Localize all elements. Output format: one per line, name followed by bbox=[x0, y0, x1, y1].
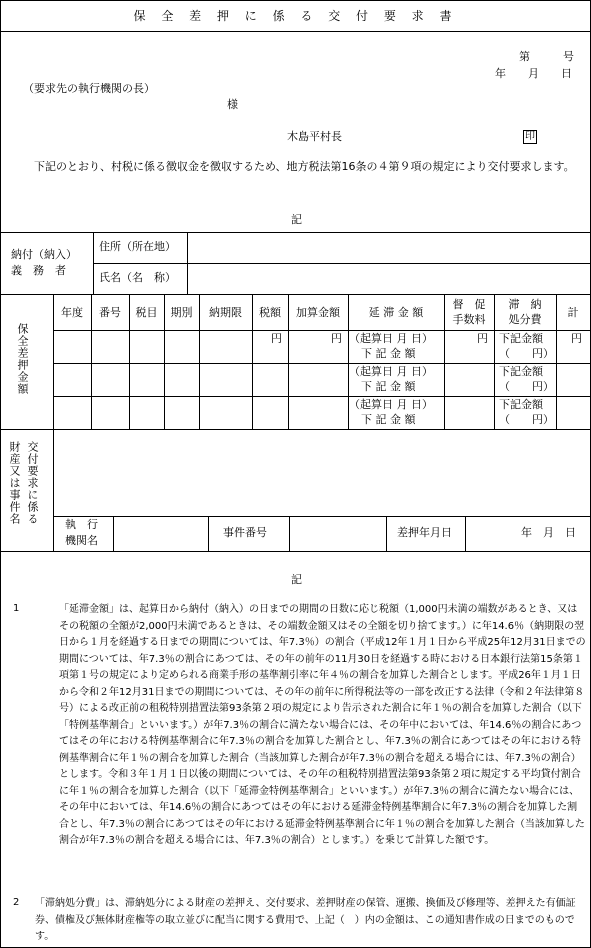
divider bbox=[53, 516, 54, 551]
delinquency-start: （起算日 月 日） bbox=[349, 365, 433, 378]
case-number-label: 事件番号 bbox=[223, 526, 267, 539]
col-header-disposition-fee-2: 処分費 bbox=[508, 313, 542, 326]
note-1-text: 「延滞金額」は、起算日から納付（納入）の日までの期間の日数に応じ税額（1,000円未満の端数があるとき、又はその税額の全額が2,000円未満であるときは、その端数金額又はその全額を切り捨てます。）に年14.6％（納期限の翌日から１月を経過する日までの期間については、年7.3％）の割合（平成12年１月１日から平成25年12月31日までの期間については、年7.3％の割合にあつては、その年の前年の11月30日を経過する時における日本銀行法第15条第１項第１号の規定により定められる商業手形の基準割引率に年４％の割合を加算した割合とします。平成26年１月１日から令和２年12月31日までの期間については、その年の前年に所得税法等の一部を改正する法律（令和２年法律第８号）による改正前の租税特別措置法第93条第２項の規定により告示された割合に年１％の割合を加算した割合（以下「特例基準割合」といいます。）が年7.3％の割合に満たない場合には、その年中においては、年14.6％の割合にあつてはその年における特例基準割合に年7.3％の割合を加算した割合とし、年7.3％の割合にあつてはその年における特例基準割合に年１％の割合を加算した割合（当該加算した割合が年7.3％の割合を超える場合には、年7.3％の割合）とします。令和３年１月１日以後の期間については、その年の租税特別措置法第93条第２項に規定する平均貸付割合に年１％の割合を加算した割合（以下「延滞金特例基準割合」といいます。）が年7.3％の割合に満たない場合には、その年中においては、年14.6％の割合にあつてはその年における延滞金特例基準割合に年7.3％の割合を加算した割合とし、年7.3％の割合にあつてはその年における延滞金特例基準割合に年１％の割合を加算した割合（当該加算した割合が年7.3％の割合を超える場合には、年7.3％の割合）とします。）を乗じて計算した額です。 bbox=[59, 604, 586, 846]
honorific: 様 bbox=[227, 98, 238, 111]
divider bbox=[386, 516, 387, 551]
divider bbox=[1, 429, 590, 430]
col-header-due: 納期限 bbox=[209, 306, 242, 319]
address-label: 住所（所在地） bbox=[99, 240, 176, 253]
disposition-amount: 下記金額 bbox=[499, 398, 543, 411]
request-body: 下記のとおり、村税に係る徴収金を徴収するため、地方税法第16条の４第９項の規定により交付要求します。 bbox=[34, 160, 575, 173]
disposition-yen: （ 円） bbox=[499, 380, 554, 393]
amount-side-label: 保全差押金額 bbox=[16, 323, 29, 395]
seizure-date-value: 年 月 日 bbox=[521, 526, 576, 539]
yen-unit: 円 bbox=[477, 332, 488, 345]
note-2-number: 2 bbox=[13, 897, 20, 908]
note-2-text: 「滞納処分費」は、滞納処分による財産の差押え、交付要求、差押財産の保管、運搬、換価及び修理等、差押えた有価証券、債権及び無体財産権等の取立並びに配当に関する費用で、上記（ ）内の金額は、この通知書作成の日までのものです。 bbox=[35, 898, 576, 942]
col-header-tax-item: 税目 bbox=[135, 306, 158, 319]
document-title: 保 全 差 押 に 係 る 交 付 要 求 書 bbox=[133, 9, 458, 23]
disposition-yen: （ 円） bbox=[499, 413, 554, 426]
col-header-year: 年度 bbox=[61, 306, 83, 319]
disposition-amount: 下記金額 bbox=[499, 332, 543, 345]
divider bbox=[1, 232, 590, 233]
disposition-amount: 下記金額 bbox=[499, 365, 543, 378]
ki-heading: 記 bbox=[291, 213, 302, 226]
document-date: 年 月 日 bbox=[495, 67, 572, 80]
seal-mark bbox=[523, 130, 537, 144]
divider bbox=[53, 363, 590, 364]
notes-heading: 記 bbox=[291, 573, 302, 586]
col-header-dunning-fee-1: 督 促 bbox=[452, 298, 486, 311]
document-number: 第 号 bbox=[519, 50, 574, 63]
note-1-number: 1 bbox=[13, 603, 20, 614]
name-label: 氏名（名 称） bbox=[99, 271, 176, 284]
property-side-label-1: 交付要求に係る bbox=[26, 441, 39, 525]
col-header-dunning-fee-2: 手数料 bbox=[452, 313, 486, 326]
agency-label-2: 機関名 bbox=[65, 534, 98, 547]
divider bbox=[1, 551, 590, 552]
divider bbox=[465, 516, 466, 551]
agency-label-1: 執 行 bbox=[65, 518, 98, 531]
yen-unit: 円 bbox=[331, 332, 342, 345]
disposition-yen: （ 円） bbox=[499, 347, 554, 360]
delinquency-amount: 下 記 金 額 bbox=[361, 413, 416, 426]
divider bbox=[53, 396, 590, 397]
delinquency-amount: 下 記 金 額 bbox=[361, 380, 416, 393]
col-header-total: 計 bbox=[567, 306, 579, 319]
divider bbox=[53, 294, 54, 516]
col-header-tax-amount: 税額 bbox=[259, 306, 281, 319]
divider bbox=[208, 516, 209, 551]
delinquency-amount: 下 記 金 額 bbox=[361, 347, 416, 360]
divider bbox=[1, 31, 590, 32]
yen-unit: 円 bbox=[571, 332, 582, 345]
divider bbox=[1, 294, 590, 295]
yen-unit: 円 bbox=[271, 332, 282, 345]
col-header-disposition-fee-1: 滞 納 bbox=[508, 298, 542, 311]
col-header-delinquency: 延 滞 金 額 bbox=[368, 306, 424, 319]
col-header-number: 番号 bbox=[99, 306, 121, 319]
seizure-date-label: 差押年月日 bbox=[397, 526, 452, 539]
col-header-period: 期別 bbox=[170, 306, 193, 319]
divider bbox=[289, 516, 290, 551]
divider bbox=[93, 232, 94, 294]
taxpayer-label-2: 義 務 者 bbox=[11, 264, 66, 277]
sender-name: 木島平村長 bbox=[287, 130, 342, 143]
seal-text: 印 bbox=[525, 131, 535, 142]
divider bbox=[113, 516, 114, 551]
delinquency-start: （起算日 月 日） bbox=[349, 332, 433, 345]
delinquency-start: （起算日 月 日） bbox=[349, 398, 433, 411]
col-header-surcharge: 加算金額 bbox=[296, 306, 340, 319]
divider bbox=[53, 516, 590, 517]
taxpayer-label-1: 納付（納入） bbox=[11, 248, 77, 261]
divider bbox=[53, 330, 590, 331]
recipient-label: （要求先の執行機関の長） bbox=[23, 82, 155, 95]
divider bbox=[93, 263, 590, 264]
divider bbox=[187, 232, 188, 294]
property-side-label-2: 財産又は事件名 bbox=[8, 441, 21, 525]
